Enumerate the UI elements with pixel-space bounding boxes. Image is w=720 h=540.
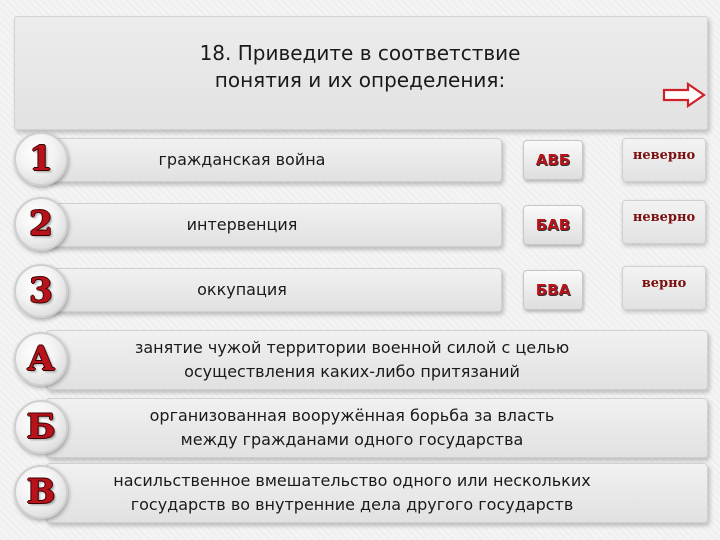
result-label-1: неверно (622, 138, 706, 182)
answer-button-2[interactable]: БАВ (523, 205, 583, 245)
answer-button-1[interactable]: АВБ (523, 140, 583, 180)
definition-line: организованная вооружённая борьба за власть (149, 406, 555, 425)
term-row-2 (46, 203, 502, 247)
answer-button-3[interactable]: БВА (523, 270, 583, 310)
term-row-1 (46, 138, 502, 182)
definition-letter-badge: В (14, 465, 68, 519)
question-title (0, 40, 720, 94)
definition-line: осуществления каких-либо притязаний (184, 362, 520, 381)
term-row-3 (46, 268, 502, 312)
definition-letter-badge: А (14, 332, 68, 386)
definition-text (87, 331, 617, 389)
definition-line: занятие чужой территории военной силой с целью (134, 338, 570, 357)
definition-row-b (46, 398, 708, 458)
question-title-line1: 18. Приведите в соответствие (199, 41, 521, 65)
term-label: интервенция (186, 215, 298, 234)
term-number-badge: 3 (14, 264, 68, 318)
definition-line: насильственное вмешательство одного или нескольких (113, 471, 591, 490)
definition-letter-badge: Б (14, 400, 68, 454)
definition-text (87, 464, 617, 522)
definition-row-v (46, 463, 708, 523)
result-label-2: неверно (622, 200, 706, 244)
term-number-badge: 2 (14, 197, 68, 251)
definition-line: между гражданами одного государства (180, 430, 524, 449)
definition-row-a (46, 330, 708, 390)
right-arrow-icon[interactable] (662, 82, 706, 108)
definition-line: государств во внутренние дела другого государств (130, 495, 574, 514)
definition-text (87, 399, 617, 457)
question-title-line2: понятия и их определения: (214, 68, 506, 92)
result-label-3: верно (622, 266, 706, 310)
term-label: оккупация (197, 280, 287, 299)
term-number-badge: 1 (14, 132, 68, 186)
term-label: гражданская война (158, 150, 326, 169)
